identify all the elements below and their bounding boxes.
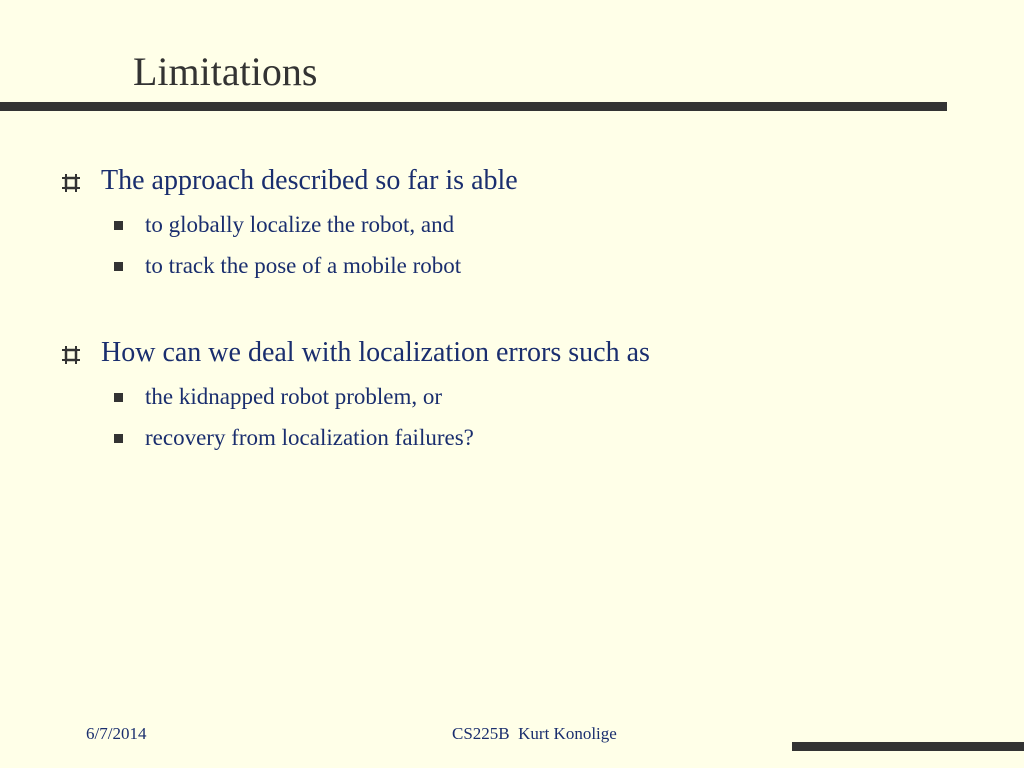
footer-course-author: CS225B Kurt Konolige <box>452 724 617 743</box>
bullet-square-icon <box>62 346 80 364</box>
sub-bullet-square-icon <box>114 393 123 402</box>
sub-bullet-text: the kidnapped robot problem, or <box>145 384 443 409</box>
sub-bullet-square-icon <box>114 262 123 271</box>
footer-date: 6/7/2014 <box>86 724 147 743</box>
bullet-square-icon <box>62 174 80 192</box>
bullet-text: How can we deal with localization errors such as <box>101 337 650 368</box>
sub-bullet-square-icon <box>114 221 123 230</box>
sub-bullet-text: to globally localize the robot, and <box>145 212 455 237</box>
bullet-text: The approach described so far is able <box>101 165 518 196</box>
title-underline-rule <box>0 102 947 111</box>
footer-rule <box>792 742 1024 751</box>
sub-bullet-square-icon <box>114 434 123 443</box>
sub-bullet-text: to track the pose of a mobile robot <box>145 253 462 278</box>
slide-title: Limitations <box>133 49 318 94</box>
sub-bullet-text: recovery from localization failures? <box>145 425 474 450</box>
